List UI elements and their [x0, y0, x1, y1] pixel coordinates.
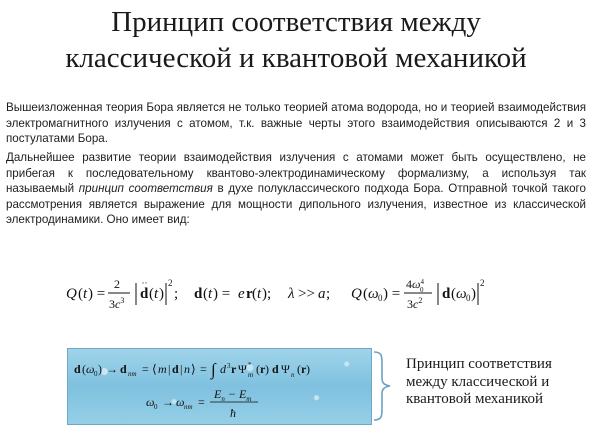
correspondence-svg: [68, 349, 371, 424]
svg-text:0: 0: [154, 403, 158, 411]
svg-text:3: 3: [227, 362, 231, 370]
svg-text:=: =: [200, 362, 207, 376]
svg-text:*: *: [248, 361, 252, 369]
svg-text:4ω40: $4\omega^4$ 0: [406, 277, 424, 294]
svg-text:(: (: [82, 362, 86, 376]
title-line-2: классической и квантовой механикой: [65, 42, 527, 74]
svg-text:3c3: $3c^3$: [109, 296, 125, 311]
svg-text:r: r: [260, 362, 266, 376]
svg-text:d: d: [272, 362, 279, 376]
svg-text:2: 2: [114, 277, 120, 291]
svg-text:r: r: [301, 362, 307, 376]
svg-text:=: =: [198, 395, 205, 409]
svg-text:(: (: [149, 286, 154, 302]
svg-text:|: |: [168, 362, 171, 376]
svg-text:0: 0: [378, 293, 383, 303]
title-line-1: Принцип соответствия между: [111, 6, 481, 38]
svg-text:3c2: $3c^2$: [407, 296, 423, 311]
svg-text:): ): [159, 286, 164, 302]
svg-text:Ψ: Ψ: [238, 362, 247, 376]
svg-text:λ: λ: [288, 286, 295, 302]
side-label-line-1: Принцип соответствия: [406, 356, 552, 372]
svg-text:nm: nm: [128, 370, 137, 378]
paragraph-bohr-theory: Вышеизложенная теория Бора является не только теорией атома водорода, но и теорией взаимодействия электромагнитного излучения с атомом, т.к. важные черты этого взаимодействия описываются 2 и 3 постулатами Бора.: [6, 101, 586, 146]
paragraph-italic-term: принцип соответствия: [78, 182, 213, 196]
side-label-line-3: квантовой механикой: [406, 391, 543, 407]
formula-power-classical: [66, 277, 178, 311]
correspondence-line-1: [74, 360, 310, 380]
svg-text:d: d: [172, 362, 179, 376]
svg-text:): ): [98, 362, 102, 376]
svg-text:ω: ω: [176, 395, 185, 409]
svg-text:(: (: [451, 286, 456, 302]
svg-text:Q: Q: [66, 286, 77, 302]
svg-text:2: 2: [168, 278, 173, 288]
svg-text:(: (: [203, 286, 208, 302]
svg-text:d: d: [120, 362, 127, 376]
formula-dipole: [194, 286, 271, 302]
svg-text:⟩: ⟩: [191, 362, 196, 376]
svg-text:r: r: [231, 362, 237, 376]
svg-text:0: 0: [94, 370, 98, 378]
svg-text:) =: ) =: [383, 286, 401, 302]
paragraph-correspondence: [6, 150, 586, 228]
svg-text:n: n: [184, 362, 190, 376]
svg-text:ω: ω: [456, 286, 467, 302]
svg-text:En − Em: $E_n - E_m$: [214, 387, 252, 403]
svg-text:··: ··: [141, 278, 148, 288]
svg-text:(: (: [363, 286, 368, 302]
svg-text:): ): [265, 362, 269, 376]
svg-text:⟨: ⟨: [152, 362, 157, 376]
svg-text:ω: ω: [146, 395, 155, 409]
svg-text:(: (: [78, 286, 83, 302]
correspondence-box: [67, 348, 372, 425]
correspondence-line-2: [146, 387, 258, 420]
svg-text:): ): [306, 362, 310, 376]
formula-svg: [66, 270, 586, 316]
svg-text:Ψ: Ψ: [281, 362, 290, 376]
svg-text:d: d: [140, 286, 149, 302]
svg-text:e: e: [238, 286, 245, 302]
paragraph-text-before: Дальнейшее развитие теории взаимодействия излучения с атомами может быть осуществлено, не прибегая к последовательному квантово-электродинамическому формализму, а используя так называемый: [6, 151, 586, 196]
svg-text:t: t: [154, 286, 159, 302]
formula-row: [66, 270, 586, 316]
svg-text:d: d: [442, 286, 451, 302]
svg-text:m: m: [158, 362, 167, 376]
svg-text:0: 0: [466, 293, 471, 303]
svg-text:=: =: [142, 362, 149, 376]
svg-text:d: d: [220, 362, 226, 376]
slide-title: [0, 4, 592, 76]
svg-text:2: 2: [480, 278, 485, 288]
svg-text:(: (: [256, 362, 260, 376]
svg-text:ω: ω: [86, 362, 95, 376]
svg-text:∫: ∫: [211, 360, 216, 379]
svg-text:t: t: [83, 286, 88, 302]
svg-text:m: m: [248, 371, 254, 379]
svg-text:t: t: [257, 286, 262, 302]
svg-text:→: →: [162, 395, 174, 409]
svg-text:n: n: [291, 371, 295, 379]
svg-text:d: d: [194, 286, 203, 302]
svg-text:ω: ω: [368, 286, 379, 302]
formula-condition: [287, 286, 330, 302]
svg-text:nm: nm: [184, 403, 193, 411]
svg-text:d: d: [74, 362, 81, 376]
svg-text:(: (: [297, 362, 301, 376]
svg-text:) =: ) =: [213, 286, 231, 302]
svg-text:>>: >>: [298, 286, 315, 302]
svg-text:(: (: [252, 286, 257, 302]
curly-brace-icon: [371, 350, 393, 422]
svg-text:t: t: [208, 286, 213, 302]
svg-text:;: ;: [326, 286, 331, 302]
svg-text:ħ: ħ: [230, 406, 236, 420]
side-label-line-2: между классической и: [406, 373, 550, 390]
svg-text:;: ;: [174, 286, 179, 302]
svg-text:) =: ) =: [88, 286, 106, 302]
svg-text:|: |: [180, 362, 183, 376]
paragraph-text-after: в духе полуклассического подхода Бора. Отправной точкой такого рассмотрения является выражение для мощности дипольного излучения, известное из классической электродинамики. Оно имеет вид:: [6, 182, 586, 227]
svg-text:Q: Q: [351, 286, 362, 302]
svg-text:): ): [471, 286, 476, 302]
formula-power-frequency: [351, 277, 485, 311]
side-label: [406, 356, 586, 409]
svg-text:);: );: [262, 286, 272, 302]
svg-text:→: →: [106, 362, 118, 376]
svg-text:a: a: [318, 286, 326, 302]
svg-text:r: r: [246, 286, 253, 302]
